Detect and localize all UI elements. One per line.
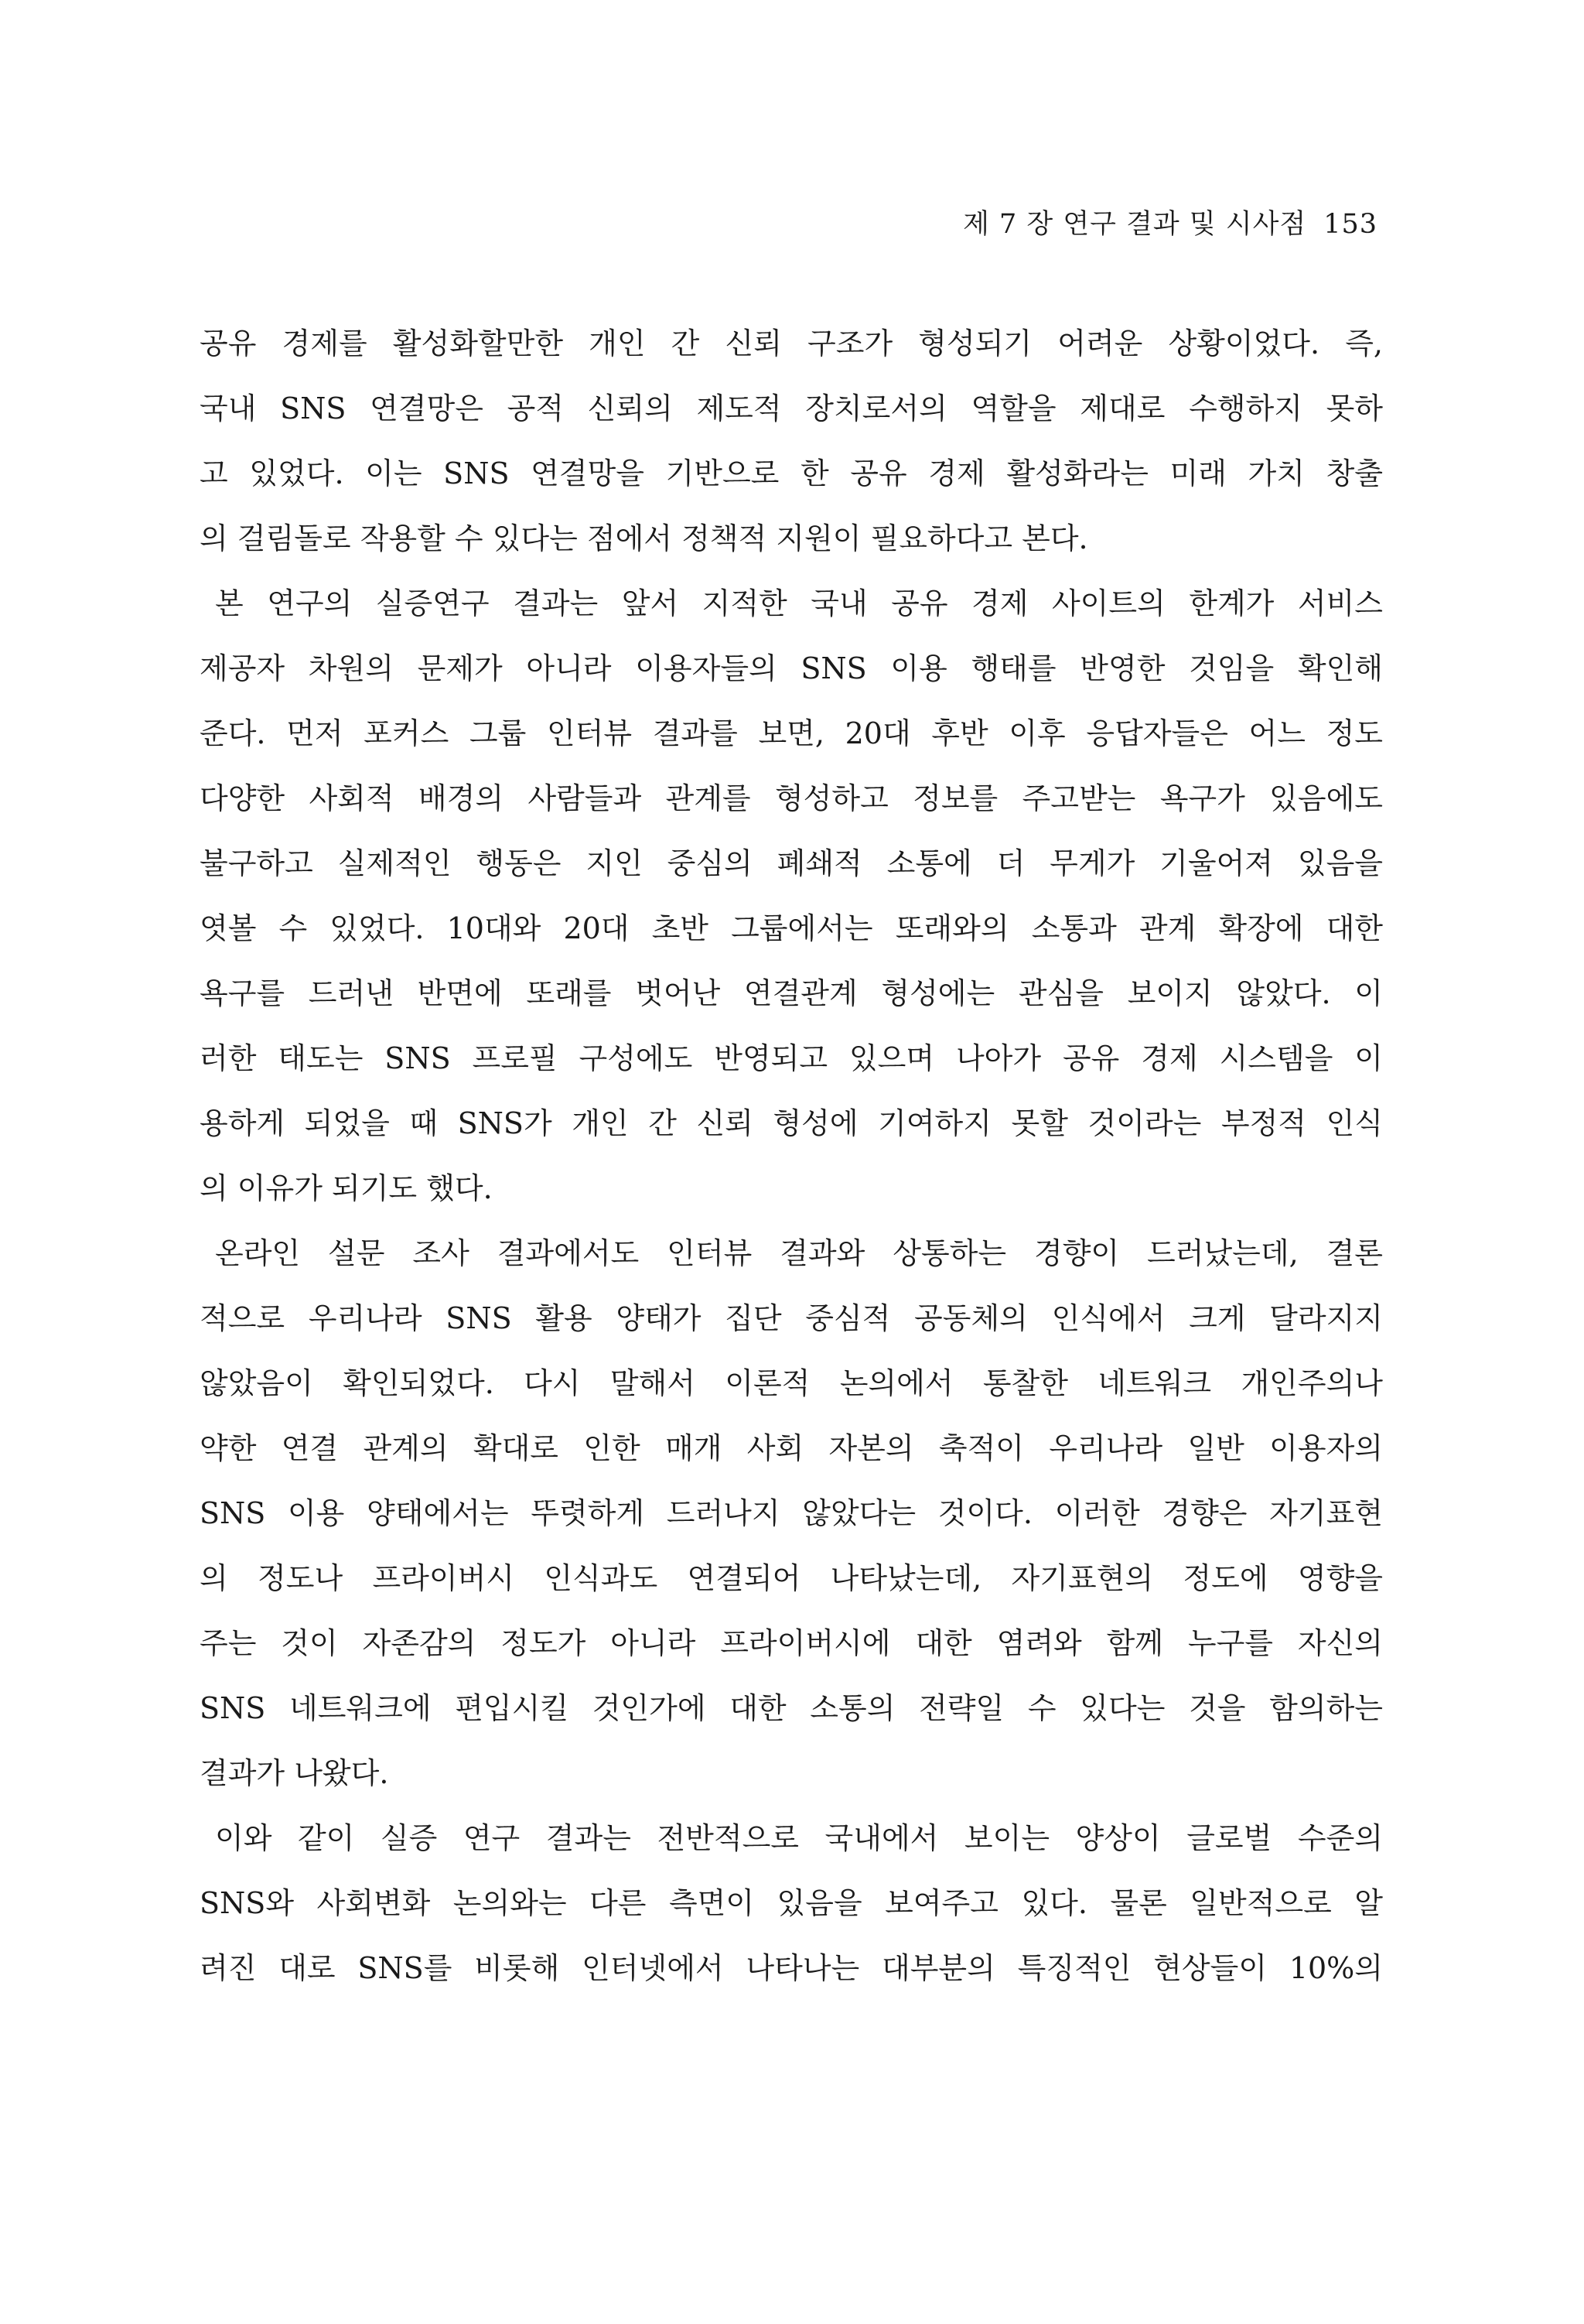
text-line: 주는 것이 자존감의 정도가 아니라 프라이버시에 대한 염려와 함께 누구를 자신의 <box>200 1626 1383 1660</box>
text-line: 국내 SNS 연결망은 공적 신뢰의 제도적 장치로서의 역할을 제대로 수행하지 못하 <box>200 391 1383 425</box>
text-line: 고 있었다. 이는 SNS 연결망을 기반으로 한 공유 경제 활성화라는 미래 가치 창출 <box>200 456 1383 490</box>
chapter-title: 제 7 장 연구 결과 및 시사점 <box>963 209 1307 240</box>
text-line: 본 연구의 실증연구 결과는 앞서 지적한 국내 공유 경제 사이트의 한계가 서비스 <box>215 586 1383 620</box>
text-line: 려진 대로 SNS를 비롯해 인터넷에서 나타나는 대부분의 특징적인 현상들이 10%의 <box>200 1951 1383 1985</box>
text-line: SNS와 사회변화 논의와는 다른 측면이 있음을 보여주고 있다. 물론 일반적으로 알 <box>200 1886 1383 1920</box>
text-line: 제공자 차원의 문제가 아니라 이용자들의 SNS 이용 행태를 반영한 것임을 확인해 <box>200 651 1383 685</box>
text-line: 다양한 사회적 배경의 사람들과 관계를 형성하고 정보를 주고받는 욕구가 있음에도 <box>200 781 1383 815</box>
text-line: SNS 이용 양태에서는 뚜렷하게 드러나지 않았다는 것이다. 이러한 경향은 자기표현 <box>200 1496 1383 1530</box>
text-line: 의 걸림돌로 작용할 수 있다는 점에서 정책적 지원이 필요하다고 본다. <box>200 521 1088 555</box>
page-number: 153 <box>1323 209 1377 240</box>
text-line: 의 이유가 되기도 했다. <box>200 1171 493 1205</box>
text-line: 엿볼 수 있었다. 10대와 20대 초반 그룹에서는 또래와의 소통과 관계 확장에 대한 <box>200 911 1383 945</box>
text-line: 온라인 설문 조사 결과에서도 인터뷰 결과와 상통하는 경향이 드러났는데, 결론 <box>215 1236 1383 1270</box>
text-line: 불구하고 실제적인 행동은 지인 중심의 폐쇄적 소통에 더 무게가 기울어져 있음을 <box>200 846 1383 880</box>
running-header <box>963 203 1377 241</box>
text-line: 이와 같이 실증 연구 결과는 전반적으로 국내에서 보이는 양상이 글로벌 수준의 <box>215 1821 1383 1855</box>
text-line: SNS 네트워크에 편입시킬 것인가에 대한 소통의 전략일 수 있다는 것을 함의하는 <box>200 1691 1383 1725</box>
text-line: 적으로 우리나라 SNS 활용 양태가 집단 중심적 공동체의 인식에서 크게 달라지지 <box>200 1301 1383 1335</box>
text-line: 러한 태도는 SNS 프로필 구성에도 반영되고 있으며 나아가 공유 경제 시스템을 이 <box>200 1041 1383 1075</box>
text-line: 의 정도나 프라이버시 인식과도 연결되어 나타났는데, 자기표현의 정도에 영향을 <box>200 1561 1383 1595</box>
body-text <box>200 311 1383 2001</box>
text-line: 용하게 되었을 때 SNS가 개인 간 신뢰 형성에 기여하지 못할 것이라는 부정적 인식 <box>200 1106 1383 1140</box>
text-line: 않았음이 확인되었다. 다시 말해서 이론적 논의에서 통찰한 네트워크 개인주의나 <box>200 1366 1383 1400</box>
text-line: 약한 연결 관계의 확대로 인한 매개 사회 자본의 축적이 우리나라 일반 이용자의 <box>200 1431 1383 1465</box>
text-line: 결과가 나왔다. <box>200 1756 389 1790</box>
text-line: 준다. 먼저 포커스 그룹 인터뷰 결과를 보면, 20대 후반 이후 응답자들은 어느 정도 <box>200 716 1383 750</box>
text-line: 공유 경제를 활성화할만한 개인 간 신뢰 구조가 형성되기 어려운 상황이었다. 즉, <box>200 326 1383 361</box>
text-line: 욕구를 드러낸 반면에 또래를 벗어난 연결관계 형성에는 관심을 보이지 않았다. 이 <box>200 976 1383 1010</box>
